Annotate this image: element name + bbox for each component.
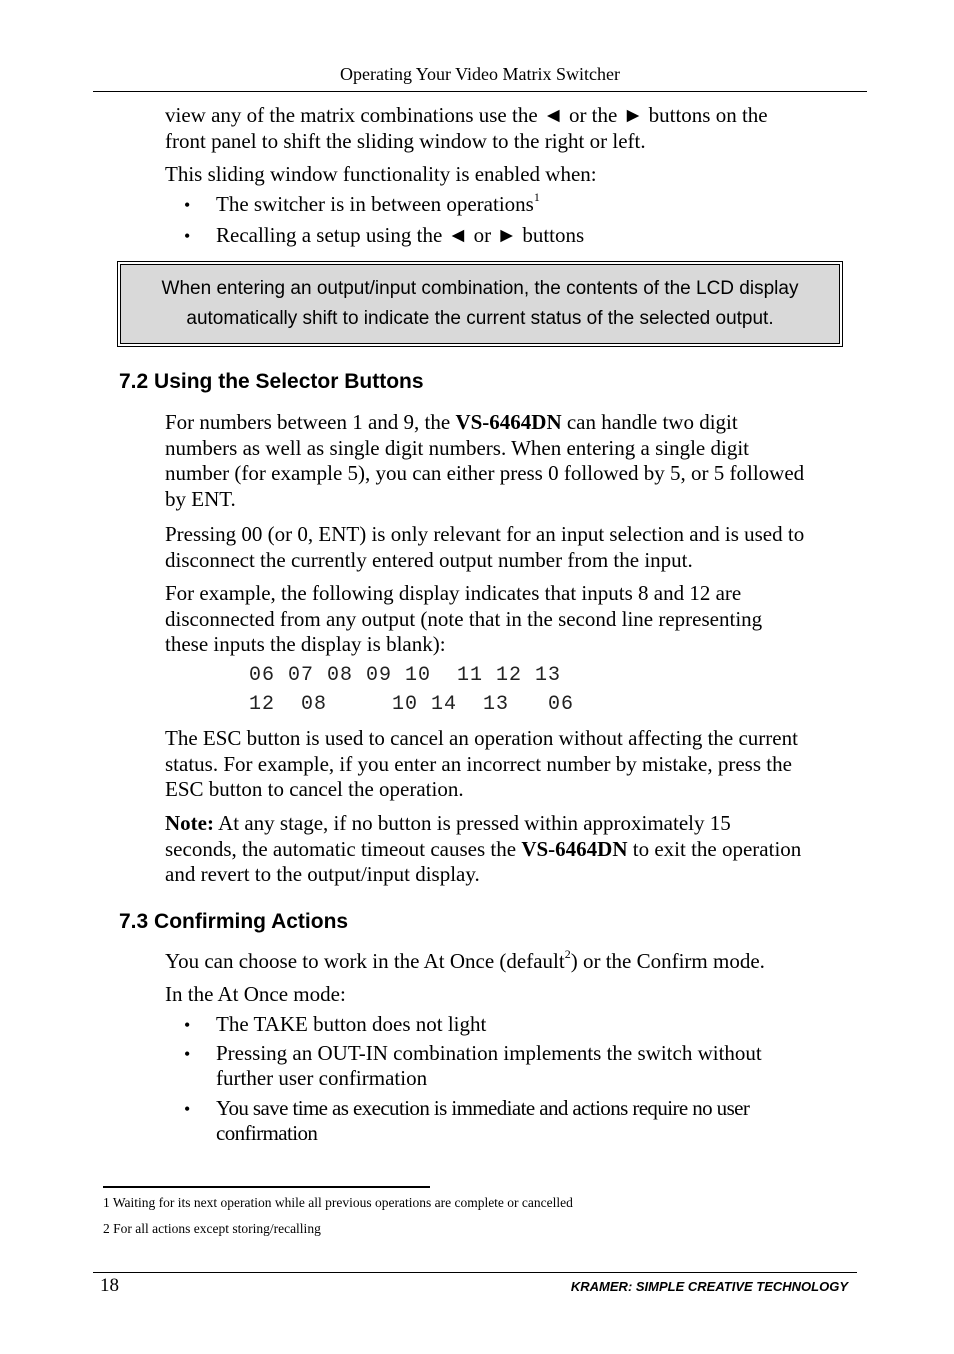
selector-p3-line-2: disconnected from any output (note that in the second line representing	[165, 606, 763, 631]
lcd-display-line-1: 06 07 08 09 10 11 12 13	[249, 664, 562, 687]
bullet-item-recalling: Recalling a setup using the ◄ or ► buttons	[216, 223, 585, 247]
selector-p2-line-2: disconnect the currently entered output number from the input.	[165, 547, 693, 572]
confirm-paragraph-2: In the At Once mode:	[165, 982, 346, 1006]
selector-p1-line-4: by ENT.	[165, 486, 236, 511]
selector-paragraph-2	[165, 522, 865, 573]
lcd-display-line-2: 12 08 10 14 13 06	[249, 693, 575, 716]
bullet-out-in-line-1: Pressing an OUT-IN combination implements the switch without	[216, 1041, 762, 1065]
selector-p1-line-3: number (for example 5), you can either press 0 followed by 5, or 5 followed	[165, 461, 805, 485]
note-label: Note:	[165, 811, 214, 835]
footnote-1: 1 Waiting for its next operation while all previous operations are complete or cancelled	[103, 1195, 573, 1210]
selector-p4-line-2: status. For example, if you enter an incorrect number by mistake, press the	[165, 751, 792, 776]
selector-p2-line-1: Pressing 00 (or 0, ENT) is only relevant for an input selection and is used to	[165, 522, 805, 546]
bullet-item-operations: The switcher is in between operations$^1$	[216, 190, 540, 216]
intro-line-1: view any of the matrix combinations use the ◄ or the ► buttons on the	[165, 103, 768, 127]
bullet-icon: •	[184, 195, 191, 215]
bullet-item-take: The TAKE button does not light	[216, 1012, 487, 1036]
selector-p1-line-2: numbers as well as single digit numbers. When entering a single digit	[165, 435, 750, 460]
bullet-out-in-line-2: further user confirmation	[216, 1066, 428, 1090]
intro-line-2: front panel to shift the sliding window to the right or left.	[165, 128, 646, 153]
footnote-ref-2: 2	[564, 947, 571, 961]
info-note-box	[117, 261, 843, 347]
brand-tagline: KRAMER: SIMPLE CREATIVE TECHNOLOGY	[570, 1279, 848, 1294]
confirm-paragraph-1: You can choose to work in the At Once (default$^2$) or the Confirm mode.	[165, 947, 765, 973]
section-heading-7-2: 7.2 Using the Selector Buttons	[119, 370, 424, 393]
footer-rule	[93, 1272, 857, 1273]
timeout-note	[165, 811, 865, 888]
selector-p4-line-3: ESC button to cancel the operation.	[165, 777, 464, 801]
intro-condition-text: This sliding window functionality is enabled when:	[165, 162, 597, 186]
selector-p3-line-1: For example, the following display indicates that inputs 8 and 12 are	[165, 581, 742, 605]
selector-p3-line-3: these inputs the display is blank):	[165, 632, 446, 656]
bullet-save-time-line-2: confirmation	[216, 1121, 318, 1145]
info-note-line-1: When entering an output/input combination, the contents of the LCD display	[161, 278, 799, 299]
bullet-item-out-in	[216, 1041, 856, 1091]
header-rule	[93, 91, 867, 92]
selector-paragraph-4	[165, 726, 865, 803]
page-number: 18	[100, 1275, 119, 1296]
product-name: VS-6464DN	[455, 410, 562, 434]
bullet-item-save-time	[216, 1096, 856, 1146]
bullet-icon: •	[184, 1099, 191, 1119]
section-heading-7-3: 7.3 Confirming Actions	[119, 910, 349, 933]
footnote-rule	[103, 1186, 430, 1188]
bullet-icon: •	[184, 226, 191, 246]
selector-p4-line-1: The ESC button is used to cancel an operation without affecting the current	[165, 726, 798, 750]
selector-paragraph-1	[165, 410, 865, 512]
bullet-icon: •	[184, 1015, 191, 1035]
timeout-note-line-1: Note: At any stage, if no button is pressed within approximately 15	[165, 811, 731, 835]
bullet-icon: •	[184, 1044, 191, 1064]
product-name: VS-6464DN	[521, 836, 628, 861]
bullet-save-time-line-1: You save time as execution is immediate and actions require no user	[216, 1096, 750, 1120]
timeout-note-line-2: seconds, the automatic timeout causes the VS-6464DN to exit the operation	[165, 836, 802, 861]
footnote-ref-1: 1	[533, 190, 540, 204]
footnote-2: 2 For all actions except storing/recalling	[103, 1221, 321, 1236]
selector-p1-line-1: For numbers between 1 and 9, the VS-6464DN can handle two digit	[165, 410, 738, 434]
running-header: Operating Your Video Matrix Switcher	[339, 64, 621, 84]
intro-paragraph	[165, 103, 865, 154]
timeout-note-line-3: and revert to the output/input display.	[165, 862, 480, 886]
info-note-content	[120, 264, 840, 344]
selector-paragraph-3	[165, 581, 865, 658]
info-note-line-2: automatically shift to indicate the current status of the selected output.	[186, 308, 774, 329]
